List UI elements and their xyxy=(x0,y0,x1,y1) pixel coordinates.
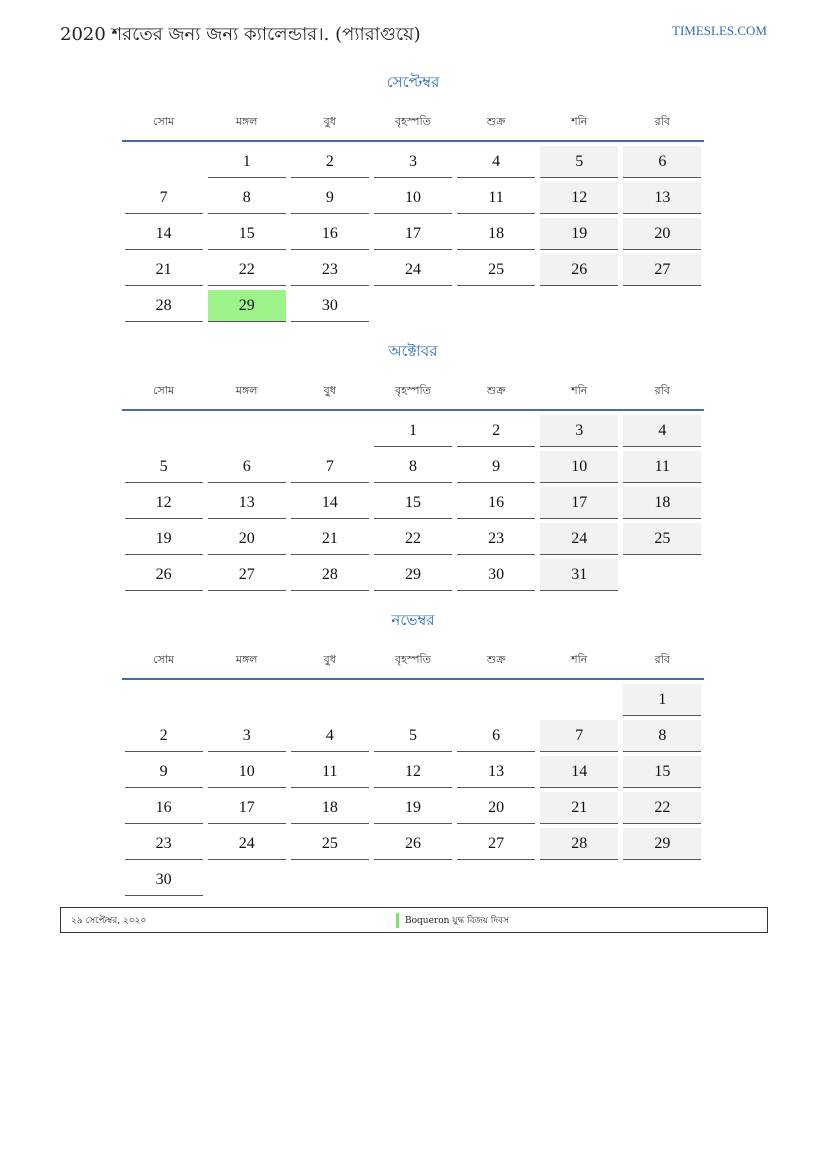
day-cell: 19 xyxy=(125,523,203,555)
day-cell: 19 xyxy=(374,792,452,824)
day-cell: 3 xyxy=(208,720,286,752)
day-cell: 26 xyxy=(125,559,203,591)
day-cell: 26 xyxy=(540,254,618,286)
day-cell: 5 xyxy=(540,146,618,178)
weekday-header xyxy=(122,373,704,411)
day-cell: 9 xyxy=(291,182,369,214)
week-row xyxy=(122,720,704,756)
day-cell: 25 xyxy=(291,828,369,860)
day-cell: 1 xyxy=(208,146,286,178)
month-november xyxy=(122,608,704,900)
day-grid xyxy=(122,146,704,326)
day-cell: 16 xyxy=(125,792,203,824)
empty-day-cell xyxy=(125,415,203,446)
day-cell: 5 xyxy=(125,451,203,483)
day-cell: 22 xyxy=(623,792,701,824)
month-title: সেপ্টেম্বর xyxy=(386,73,440,91)
weekday-label: সোম xyxy=(153,114,175,128)
day-cell: 7 xyxy=(291,451,369,483)
day-cell: 5 xyxy=(374,720,452,752)
day-cell: 30 xyxy=(457,559,535,591)
day-cell: 7 xyxy=(125,182,203,214)
weekday-label: শুক্র xyxy=(486,114,506,128)
week-row xyxy=(122,415,704,451)
empty-day-cell xyxy=(291,415,369,446)
empty-day-cell xyxy=(208,415,286,446)
weekday-label: মঙ্গল xyxy=(235,114,258,128)
holiday-day-cell: 29 xyxy=(208,290,286,322)
holiday-date: ২৯ সেপ্টেম্বর, ২০২০ xyxy=(71,915,147,926)
day-cell: 27 xyxy=(457,828,535,860)
empty-day-cell xyxy=(208,684,286,715)
day-cell: 6 xyxy=(208,451,286,483)
day-cell: 9 xyxy=(457,451,535,483)
day-cell: 1 xyxy=(374,415,452,447)
day-cell: 15 xyxy=(623,756,701,788)
empty-day-cell xyxy=(457,684,535,715)
week-row xyxy=(122,451,704,487)
empty-day-cell xyxy=(374,864,452,895)
empty-day-cell xyxy=(374,290,452,321)
week-row xyxy=(122,254,704,290)
day-cell: 18 xyxy=(623,487,701,519)
day-cell: 2 xyxy=(291,146,369,178)
day-cell: 29 xyxy=(374,559,452,591)
day-cell: 22 xyxy=(208,254,286,286)
day-cell: 15 xyxy=(374,487,452,519)
day-cell: 14 xyxy=(125,218,203,250)
empty-day-cell xyxy=(623,864,701,895)
month-september xyxy=(122,70,704,326)
day-cell: 23 xyxy=(291,254,369,286)
day-cell: 11 xyxy=(291,756,369,788)
holiday-list xyxy=(60,907,768,933)
day-cell: 4 xyxy=(623,415,701,447)
day-cell: 25 xyxy=(623,523,701,555)
weekday-label: বুধ xyxy=(323,114,336,128)
weekday-label: শুক্র xyxy=(486,652,506,666)
week-row xyxy=(122,523,704,559)
day-cell: 4 xyxy=(457,146,535,178)
week-row xyxy=(122,487,704,523)
day-cell: 11 xyxy=(457,182,535,214)
weekday-label: সোম xyxy=(153,383,175,397)
day-cell: 9 xyxy=(125,756,203,788)
day-cell: 2 xyxy=(457,415,535,447)
week-row xyxy=(122,559,704,595)
empty-day-cell xyxy=(291,684,369,715)
day-cell: 21 xyxy=(540,792,618,824)
day-cell: 19 xyxy=(540,218,618,250)
week-row xyxy=(122,290,704,326)
week-row xyxy=(122,792,704,828)
weekday-label: শনি xyxy=(571,383,588,397)
day-cell: 15 xyxy=(208,218,286,250)
day-cell: 7 xyxy=(540,720,618,752)
day-cell: 30 xyxy=(291,290,369,322)
empty-day-cell xyxy=(208,864,286,895)
day-cell: 22 xyxy=(374,523,452,555)
day-cell: 17 xyxy=(374,218,452,250)
weekday-label: রবি xyxy=(654,383,670,397)
week-row xyxy=(122,218,704,254)
day-cell: 27 xyxy=(623,254,701,286)
weekday-label: বুধ xyxy=(323,652,336,666)
holiday-name: Boqueron যুদ্ধ বিজয় দিবস xyxy=(396,913,509,928)
day-cell: 3 xyxy=(540,415,618,447)
day-cell: 10 xyxy=(540,451,618,483)
week-row xyxy=(122,684,704,720)
day-cell: 23 xyxy=(457,523,535,555)
weekday-label: বৃহস্পতি xyxy=(394,383,431,397)
weekday-label: শনি xyxy=(571,652,588,666)
empty-day-cell xyxy=(457,864,535,895)
day-cell: 11 xyxy=(623,451,701,483)
weekday-header xyxy=(122,642,704,680)
day-cell: 29 xyxy=(623,828,701,860)
day-cell: 12 xyxy=(374,756,452,788)
weekday-label: মঙ্গল xyxy=(235,652,258,666)
day-cell: 21 xyxy=(291,523,369,555)
day-cell: 20 xyxy=(208,523,286,555)
day-cell: 16 xyxy=(291,218,369,250)
day-cell: 24 xyxy=(374,254,452,286)
day-cell: 6 xyxy=(457,720,535,752)
page-title: 2020 শরতের জন্য জন্য ক্যালেন্ডার।. (প্যারাগুয়ে) xyxy=(60,24,421,45)
day-cell: 25 xyxy=(457,254,535,286)
weekday-label: শনি xyxy=(571,114,588,128)
weekday-label: রবি xyxy=(654,114,670,128)
empty-day-cell xyxy=(291,864,369,895)
day-cell: 27 xyxy=(208,559,286,591)
day-cell: 12 xyxy=(125,487,203,519)
empty-day-cell xyxy=(623,290,701,321)
day-cell: 17 xyxy=(540,487,618,519)
day-cell: 6 xyxy=(623,146,701,178)
day-cell: 10 xyxy=(208,756,286,788)
day-cell: 13 xyxy=(457,756,535,788)
day-cell: 16 xyxy=(457,487,535,519)
day-cell: 10 xyxy=(374,182,452,214)
day-cell: 4 xyxy=(291,720,369,752)
weekday-label: রবি xyxy=(654,652,670,666)
empty-day-cell xyxy=(540,290,618,321)
weekday-label: মঙ্গল xyxy=(235,383,258,397)
day-cell: 14 xyxy=(291,487,369,519)
empty-day-cell xyxy=(540,864,618,895)
day-cell: 1 xyxy=(623,684,701,716)
weekday-label: বৃহস্পতি xyxy=(394,652,431,666)
weekday-header xyxy=(122,104,704,142)
day-cell: 18 xyxy=(457,218,535,250)
day-cell: 28 xyxy=(540,828,618,860)
day-cell: 8 xyxy=(208,182,286,214)
weekday-label: সোম xyxy=(153,652,175,666)
month-october xyxy=(122,339,704,595)
day-grid xyxy=(122,684,704,900)
day-cell: 8 xyxy=(374,451,452,483)
empty-day-cell xyxy=(374,684,452,715)
weekday-label: বৃহস্পতি xyxy=(394,114,431,128)
week-row xyxy=(122,756,704,792)
week-row xyxy=(122,864,704,900)
day-cell: 12 xyxy=(540,182,618,214)
day-cell: 2 xyxy=(125,720,203,752)
day-cell: 26 xyxy=(374,828,452,860)
month-title: নভেম্বর xyxy=(391,611,435,629)
day-cell: 17 xyxy=(208,792,286,824)
day-cell: 28 xyxy=(125,290,203,322)
day-cell: 13 xyxy=(208,487,286,519)
empty-day-cell xyxy=(540,684,618,715)
day-cell: 28 xyxy=(291,559,369,591)
weekday-label: বুধ xyxy=(323,383,336,397)
day-cell: 3 xyxy=(374,146,452,178)
week-row xyxy=(122,146,704,182)
empty-day-cell xyxy=(457,290,535,321)
day-cell: 20 xyxy=(457,792,535,824)
empty-day-cell xyxy=(125,146,203,177)
day-grid xyxy=(122,415,704,595)
day-cell: 21 xyxy=(125,254,203,286)
day-cell: 18 xyxy=(291,792,369,824)
week-row xyxy=(122,828,704,864)
month-title: অক্টোবর xyxy=(388,342,438,360)
day-cell: 13 xyxy=(623,182,701,214)
day-cell: 8 xyxy=(623,720,701,752)
day-cell: 23 xyxy=(125,828,203,860)
site-link[interactable]: TIMESLES.COM xyxy=(672,23,767,38)
day-cell: 31 xyxy=(540,559,618,591)
day-cell: 24 xyxy=(208,828,286,860)
empty-day-cell xyxy=(125,684,203,715)
day-cell: 14 xyxy=(540,756,618,788)
week-row xyxy=(122,182,704,218)
day-cell: 24 xyxy=(540,523,618,555)
empty-day-cell xyxy=(623,559,701,590)
weekday-label: শুক্র xyxy=(486,383,506,397)
day-cell: 20 xyxy=(623,218,701,250)
day-cell: 30 xyxy=(125,864,203,896)
